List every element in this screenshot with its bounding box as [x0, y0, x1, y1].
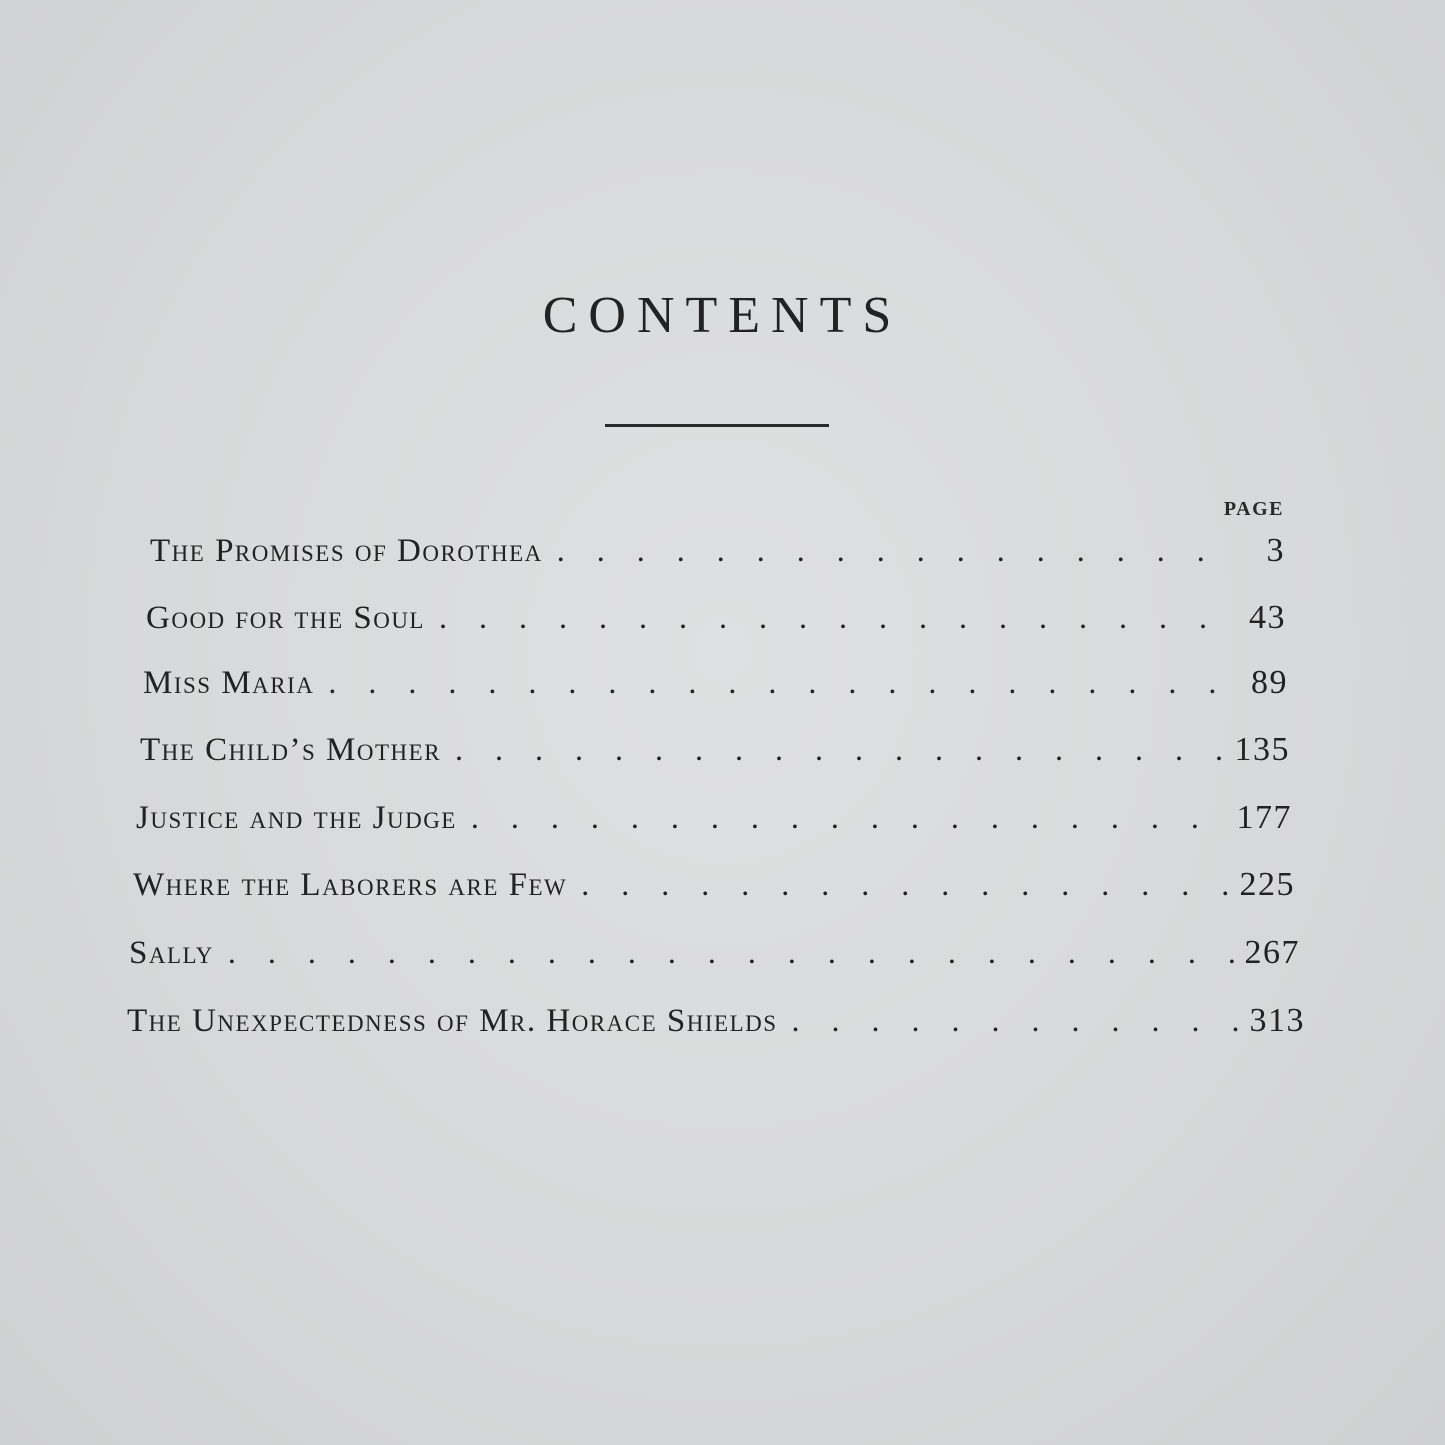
heading-rule [605, 424, 829, 427]
toc-entry-page: 135 [1234, 731, 1290, 768]
dot-leader [471, 795, 1226, 839]
dot-leader [792, 998, 1239, 1042]
toc-entry-title: Where the Laborers are Few [133, 867, 568, 903]
toc-entry-page: 89 [1251, 664, 1288, 701]
dot-leader [439, 595, 1220, 639]
toc-entry-title: Sally [129, 935, 214, 971]
toc-entry [140, 727, 1290, 771]
toc-entry-title: Justice and the Judge [136, 800, 457, 836]
toc-entry-page: 177 [1236, 799, 1292, 836]
toc-entry-title: The Child’s Mother [140, 732, 442, 768]
toc-entry-page: 267 [1244, 934, 1300, 971]
toc-entry-title: The Promises of Dorothea [150, 533, 543, 569]
dot-leader [557, 528, 1219, 572]
toc-entry-page: 313 [1249, 1002, 1305, 1039]
toc-entry [129, 930, 1300, 974]
toc-entry [146, 595, 1286, 639]
dot-leader [455, 727, 1224, 771]
toc-entry [136, 795, 1292, 839]
toc-entry-title: The Unexpectedness of Mr. Horace Shields [127, 1003, 778, 1039]
dot-leader [228, 930, 1234, 974]
toc-entry-title: Miss Maria [143, 665, 315, 701]
page-column-label: PAGE [1223, 498, 1284, 520]
toc-entry [133, 862, 1295, 906]
dot-leader [581, 862, 1229, 906]
toc-entry-page: 43 [1249, 599, 1286, 636]
toc-entry-title: Good for the Soul [146, 600, 425, 636]
toc-entry-page: 3 [1266, 532, 1285, 569]
toc-entry [143, 660, 1288, 704]
dot-leader [328, 660, 1222, 704]
toc-entry-page: 225 [1239, 866, 1295, 903]
toc-entry [127, 998, 1305, 1042]
toc-entry [150, 528, 1285, 572]
contents-heading: CONTENTS [542, 287, 903, 344]
